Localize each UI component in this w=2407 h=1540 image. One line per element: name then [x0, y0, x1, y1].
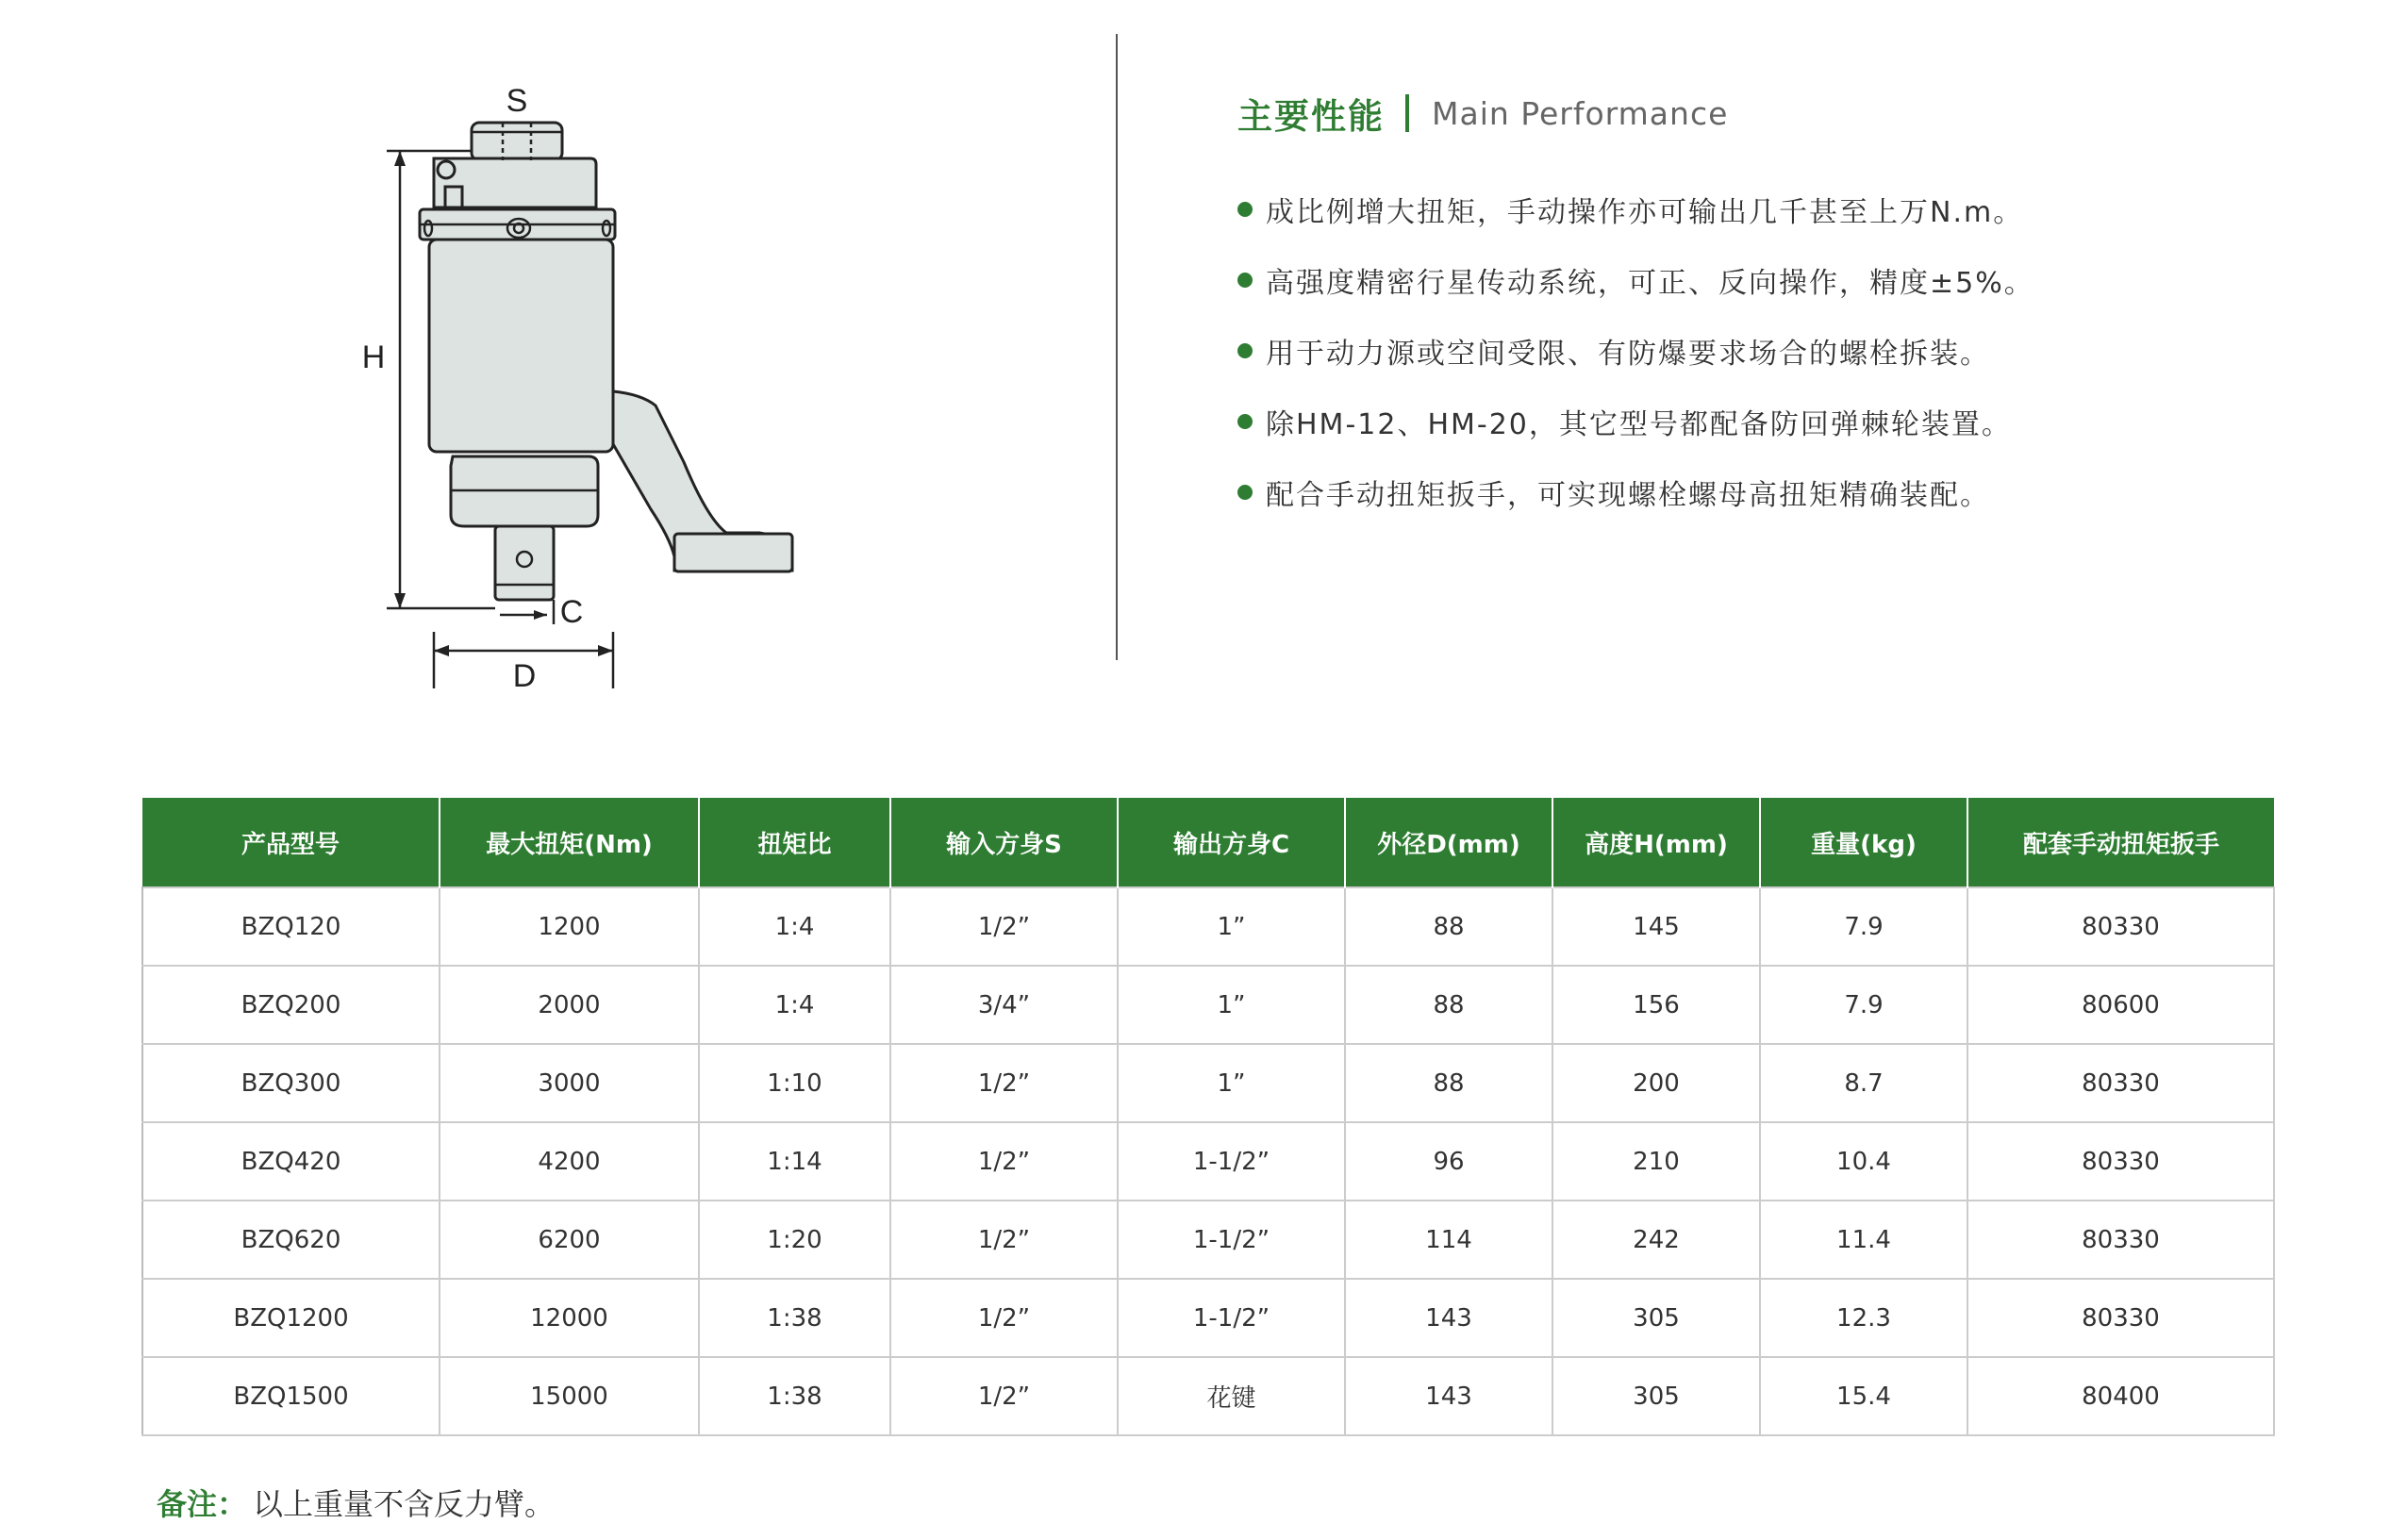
section-header	[1237, 87, 2322, 140]
table-row	[142, 1122, 2274, 1201]
feature-item	[1237, 456, 2322, 527]
section-title-cn: 主要性能	[1237, 96, 1385, 137]
table-cell: 305	[1552, 1279, 1760, 1357]
dimension-label-h: H	[361, 339, 386, 375]
table-cell: 156	[1552, 966, 1760, 1044]
col-header-height: 高度H(mm)	[1552, 798, 1760, 887]
table-cell: 143	[1345, 1357, 1552, 1435]
table-row	[142, 966, 2274, 1044]
col-header-wrench: 配套手动扭矩扳手	[1967, 798, 2274, 887]
table-cell: 6200	[440, 1201, 699, 1279]
table-row	[142, 887, 2274, 966]
col-header-output-square: 输出方身C	[1118, 798, 1345, 887]
table-cell: 143	[1345, 1279, 1552, 1357]
col-header-model: 产品型号	[142, 798, 440, 887]
table-cell: 7.9	[1760, 887, 1967, 966]
table-cell: 1:10	[699, 1044, 890, 1122]
table-cell: 114	[1345, 1201, 1552, 1279]
feature-list	[1237, 174, 2322, 527]
table-cell: BZQ1200	[142, 1279, 440, 1357]
table-body	[142, 887, 2274, 1435]
table-cell: 1:14	[699, 1122, 890, 1201]
feature-item	[1237, 315, 2322, 386]
bullet-dot-icon	[1237, 273, 1253, 288]
table-cell: 210	[1552, 1122, 1760, 1201]
table-cell: 1:20	[699, 1201, 890, 1279]
footnote-text: 以上重量不含反力臂。	[253, 1486, 556, 1522]
footnote	[157, 1481, 555, 1524]
table-cell: 花键	[1118, 1357, 1345, 1435]
table-cell: 1:38	[699, 1279, 890, 1357]
table-cell: 1/2”	[890, 1044, 1118, 1122]
table-cell: 1-1/2”	[1118, 1201, 1345, 1279]
table-cell: BZQ620	[142, 1201, 440, 1279]
feature-item	[1237, 244, 2322, 315]
main-performance-section	[1237, 87, 2322, 527]
table-cell: 12.3	[1760, 1279, 1967, 1357]
output-square	[495, 526, 554, 600]
table-cell: 1:38	[699, 1357, 890, 1435]
table-cell: BZQ200	[142, 966, 440, 1044]
footnote-label: 备注：	[157, 1486, 248, 1522]
table-cell: 8.7	[1760, 1044, 1967, 1122]
table-cell: BZQ420	[142, 1122, 440, 1201]
table-row	[142, 1201, 2274, 1279]
table-cell: 12000	[440, 1279, 699, 1357]
feature-text: 高强度精密行星传动系统，可正、反向操作，精度±5%。	[1266, 266, 2034, 300]
dimension-label-d: D	[512, 658, 537, 694]
col-header-max-torque: 最大扭矩(Nm)	[440, 798, 699, 887]
table-cell: 1:4	[699, 966, 890, 1044]
feature-item	[1237, 174, 2322, 244]
spec-table	[141, 798, 2275, 1436]
bullet-dot-icon	[1237, 343, 1253, 358]
feature-item	[1237, 386, 2322, 456]
feature-text: 配合手动扭矩扳手，可实现螺栓螺母高扭矩精确装配。	[1266, 478, 1990, 512]
bullet-dot-icon	[1237, 414, 1253, 429]
table-cell: 15000	[440, 1357, 699, 1435]
table-row	[142, 1357, 2274, 1435]
table-cell: BZQ300	[142, 1044, 440, 1122]
col-header-ratio: 扭矩比	[699, 798, 890, 887]
section-title-en: Main Performance	[1432, 94, 1729, 132]
main-housing	[429, 240, 613, 452]
title-separator	[1405, 94, 1409, 132]
table-cell: 145	[1552, 887, 1760, 966]
table-cell: 1”	[1118, 1044, 1345, 1122]
table-cell: 1:4	[699, 887, 890, 966]
vertical-divider	[1116, 34, 1118, 660]
table-cell: 1/2”	[890, 1122, 1118, 1201]
table-cell: 1”	[1118, 887, 1345, 966]
table-cell: 1/2”	[890, 887, 1118, 966]
table-cell: 2000	[440, 966, 699, 1044]
feature-text: 用于动力源或空间受限、有防爆要求场合的螺栓拆装。	[1266, 337, 1990, 371]
table-cell: 80600	[1967, 966, 2274, 1044]
table-cell: 80330	[1967, 1201, 2274, 1279]
dimension-label-c: C	[559, 594, 584, 630]
col-header-weight: 重量(kg)	[1760, 798, 1967, 887]
table-cell: 96	[1345, 1122, 1552, 1201]
table-cell: 4200	[440, 1122, 699, 1201]
table-cell: 88	[1345, 887, 1552, 966]
table-cell: 80330	[1967, 1044, 2274, 1122]
dimension-label-s: S	[506, 83, 528, 119]
col-header-input-square: 输入方身S	[890, 798, 1118, 887]
feature-text: 成比例增大扭矩，手动操作亦可输出几千甚至上万N.m。	[1266, 195, 2024, 229]
input-cap	[472, 123, 562, 160]
table-cell: 11.4	[1760, 1201, 1967, 1279]
feature-text: 除HM-12、HM-20，其它型号都配备防回弹棘轮装置。	[1266, 407, 2012, 441]
table-cell: BZQ120	[142, 887, 440, 966]
bullet-dot-icon	[1237, 485, 1253, 500]
table-header-row	[142, 798, 2274, 887]
table-cell: 7.9	[1760, 966, 1967, 1044]
bullet-dot-icon	[1237, 202, 1253, 217]
table-cell: 1200	[440, 887, 699, 966]
table-cell: 80330	[1967, 1279, 2274, 1357]
table-cell: 1/2”	[890, 1201, 1118, 1279]
table-cell: 3/4”	[890, 966, 1118, 1044]
table-cell: 10.4	[1760, 1122, 1967, 1201]
table-cell: BZQ1500	[142, 1357, 440, 1435]
table-cell: 15.4	[1760, 1357, 1967, 1435]
table-cell: 1-1/2”	[1118, 1122, 1345, 1201]
table-cell: 305	[1552, 1357, 1760, 1435]
table-cell: 88	[1345, 1044, 1552, 1122]
table-row	[142, 1044, 2274, 1122]
table-cell: 3000	[440, 1044, 699, 1122]
col-header-outer-diameter: 外径D(mm)	[1345, 798, 1552, 887]
table-cell: 1”	[1118, 966, 1345, 1044]
table-cell: 1/2”	[890, 1279, 1118, 1357]
table-cell: 1/2”	[890, 1357, 1118, 1435]
table-cell: 1-1/2”	[1118, 1279, 1345, 1357]
table-cell: 88	[1345, 966, 1552, 1044]
table-row	[142, 1279, 2274, 1357]
table-cell: 80400	[1967, 1357, 2274, 1435]
table-cell: 242	[1552, 1201, 1760, 1279]
table-cell: 200	[1552, 1044, 1760, 1122]
product-dimension-diagram	[311, 66, 877, 694]
table-cell: 80330	[1967, 887, 2274, 966]
table-cell: 80330	[1967, 1122, 2274, 1201]
